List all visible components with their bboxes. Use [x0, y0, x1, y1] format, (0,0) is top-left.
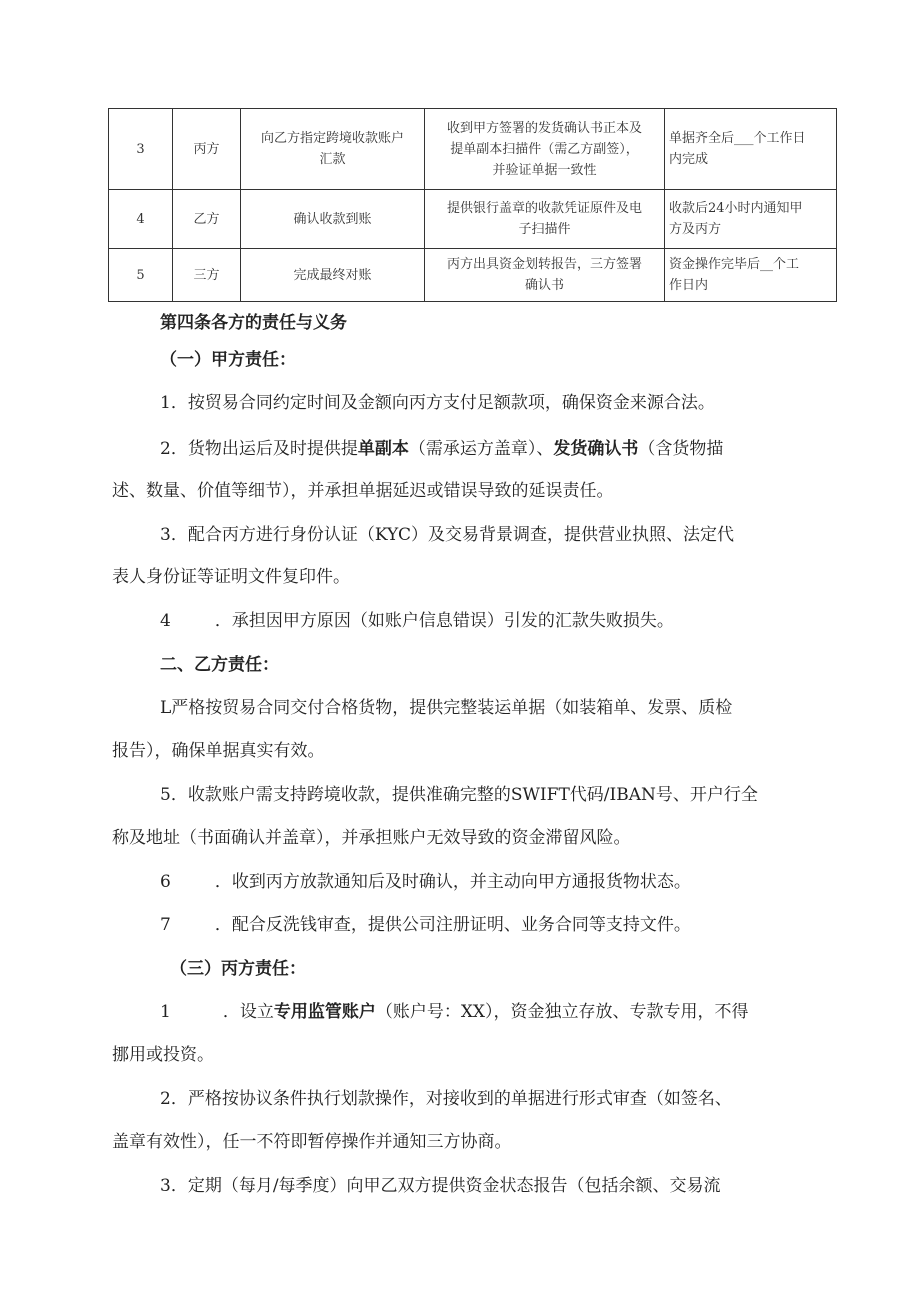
party-a-item-3-cont: 表人身份证等证明文件复印件。	[112, 567, 350, 587]
row-party: 三方	[173, 249, 241, 302]
row-action: 确认收款到账	[241, 190, 425, 249]
party-a-item-3: 3．配合丙方进行身份认证（KYC）及交易背景调查，提供营业执照、法定代	[160, 525, 734, 545]
row-number: 3	[109, 109, 173, 190]
row-condition: 丙方出具资金划转报告，三方签署 确认书	[425, 249, 665, 302]
row-condition: 收到甲方签署的发货确认书正本及 提单副本扫描件（需乙方副签）， 并验证单据一致性	[425, 109, 665, 190]
row-time: 单据齐全后___个工作日 内完成	[665, 109, 837, 190]
row-action: 完成最终对账	[241, 249, 425, 302]
row-number: 4	[109, 190, 173, 249]
party-a-item-2-cont: 述、数量、价值等细节），并承担单据延迟或错误导致的延误责任。	[112, 481, 614, 501]
table-row	[109, 249, 837, 302]
party-b-item-5-cont: 称及地址（书面确认并盖章），并承担账户无效导致的资金滞留风险。	[112, 828, 631, 848]
party-c-item-3: 3．定期（每月/每季度）向甲乙双方提供资金状态报告（包括余额、交易流	[160, 1176, 721, 1196]
party-a-item-2: 2．货物出运后及时提供提单副本（需承运方盖章）、发货确认书（含货物描	[160, 439, 724, 459]
row-condition: 提供银行盖章的收款凭证原件及电 子扫描件	[425, 190, 665, 249]
row-time: 收款后24小时内通知甲 方及丙方	[665, 190, 837, 249]
party-a-item-1: 1．按贸易合同约定时间及金额向丙方支付足额款项，确保资金来源合法。	[160, 393, 715, 413]
row-time: 资金操作完毕后__个工 作日内	[665, 249, 837, 302]
party-c-heading: （三）丙方责任：	[170, 959, 306, 979]
party-c-item-1-cont: 挪用或投资。	[112, 1045, 214, 1065]
party-c-item-2: 2．严格按协议条件执行划款操作，对接收到的单据进行形式审查（如签名、	[160, 1089, 732, 1109]
row-number: 5	[109, 249, 173, 302]
party-b-item-1-cont: 报告），确保单据真实有效。	[112, 741, 325, 761]
payment-flow-table	[108, 108, 837, 302]
party-b-item-5: 5．收款账户需支持跨境收款，提供准确完整的SWIFT代码/IBAN号、开户行全	[160, 785, 758, 805]
row-party: 乙方	[173, 190, 241, 249]
party-b-item-6: 6 ．收到丙方放款通知后及时确认，并主动向甲方通报货物状态。	[160, 872, 691, 892]
article-title: 第四条各方的责任与义务	[160, 313, 347, 333]
table-row	[109, 190, 837, 249]
party-c-item-1: 1 ．设立专用监管账户（账户号：XX），资金独立存放、专款专用，不得	[160, 1002, 749, 1022]
party-a-heading: （一）甲方责任：	[160, 350, 296, 370]
row-action: 向乙方指定跨境收款账户 汇款	[241, 109, 425, 190]
party-b-item-7: 7 ．配合反洗钱审查，提供公司注册证明、业务合同等支持文件。	[160, 915, 691, 935]
party-b-item-1: L严格按贸易合同交付合格货物，提供完整装运单据（如装箱单、发票、质检	[160, 698, 733, 718]
party-b-heading: 二、乙方责任：	[160, 655, 279, 675]
party-a-item-4: 4 ．承担因甲方原因（如账户信息错误）引发的汇款失败损失。	[160, 611, 674, 631]
row-party: 丙方	[173, 109, 241, 190]
table-row	[109, 109, 837, 190]
party-c-item-2-cont: 盖章有效性），任一不符即暂停操作并通知三方协商。	[112, 1132, 512, 1152]
